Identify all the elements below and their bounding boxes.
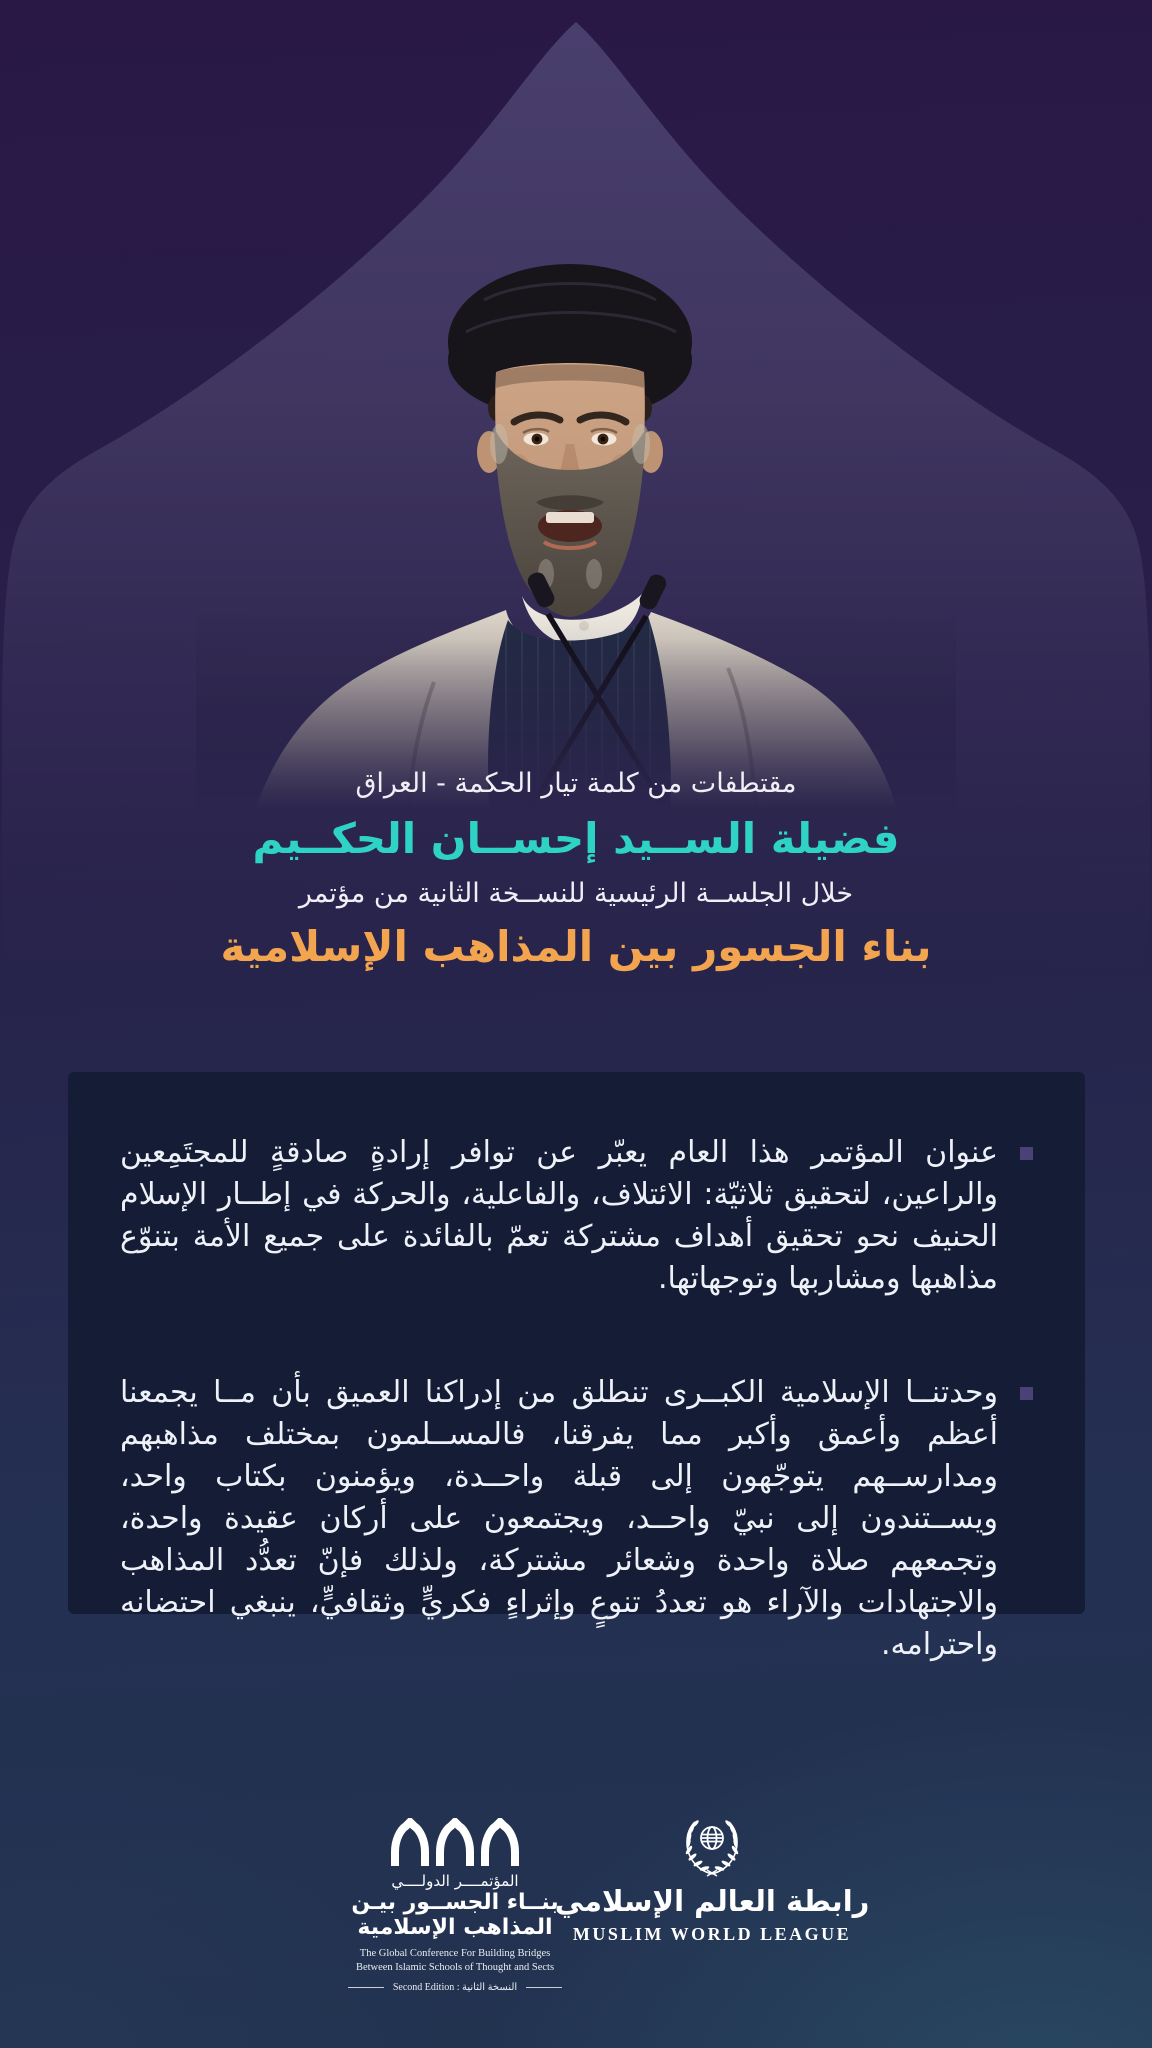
square-bullet-icon	[1020, 1387, 1033, 1400]
conference-title: بناء الجسور بين المذاهب الإسلامية	[220, 922, 932, 971]
quote-item-1	[120, 1132, 1033, 1300]
session-line: خلال الجلســة الرئيسية للنســخة الثانية من مؤتمر	[298, 878, 854, 909]
mwl-english-name: MUSLIM WORLD LEAGUE	[572, 1924, 852, 1944]
conference-logo-name-1: بنــاء الجســور بيـن	[351, 1889, 559, 1915]
square-bullet-icon	[1020, 1147, 1033, 1160]
divider-dash	[526, 1987, 562, 1988]
divider-dash	[348, 1987, 384, 1988]
quote-item-2	[120, 1372, 1033, 1666]
conference-logo	[340, 1818, 570, 1993]
speaker-name: فضيلة الســيد إحســان الحكــيم	[252, 814, 900, 863]
quote-text-2: وحدتنــا الإسلامية الكبــرى تنطلق من إدراكنا العميق بأن مــا يجمعنا أعظم وأعمق وأكبر مما يفرقنا، فالمســلمون بمختلف مذاهبهم ومدارســهم يتوجّهون إلى قبلة واحــدة، ويؤمنون بكتاب واحد، ويســتندون إلى نبيّ واحــد، ويجتمعون على أركان عقيدة واحدة، وتجمعهم صلاة واحدة وشعائر مشتركة، ولذلك فإنّ تعدُّد المذاهب والاجتهادات والآراء هو تعددُ تنوعٍ وإثراءٍ فكريٍّ وثقافيٍّ، ينبغي احتضانه واحترامه.	[120, 1375, 998, 1662]
conference-logo-en-1: The Global Conference For Building Bridges	[359, 1948, 551, 1960]
triple-arch-icon	[386, 1818, 524, 1866]
laurel-globe-icon	[677, 1818, 747, 1880]
conference-logo-small-title: المؤتمــــر الدولــــي	[391, 1872, 519, 1890]
muslim-world-league-logo	[554, 1818, 870, 1945]
speaker-head	[448, 264, 692, 617]
kicker-line: مقتطفات من كلمة تيار الحكمة - العراق	[355, 768, 797, 799]
quote-card	[68, 1072, 1085, 1662]
conference-logo-edition: Second Edition : النسخة الثانية	[392, 1981, 518, 1993]
conference-logo-en-2: Between Islamic Schools of Thought and Sects	[355, 1962, 555, 1974]
mwl-arabic-name: رابطة العالم الإسلامي	[554, 1884, 870, 1918]
quote-text-1: عنوان المؤتمر هذا العام يعبّر عن توافر إرادةٍ صادقةٍ للمجتَمِعين والراعين، لتحقيق ثلاثيّة: الائتلاف، والفاعلية، والحركة في إطــار الإسلام الحنيف نحو تحقيق أهداف مشتركة تعمّ بالفائدة على جميع الأمة بتنوّع مذاهبها ومشاربها وتوجهاتها.	[120, 1135, 998, 1296]
speaker-portrait	[196, 212, 956, 822]
footer-logos	[340, 1818, 870, 1993]
conference-logo-name-2: المذاهب الإسلامية	[357, 1915, 553, 1941]
